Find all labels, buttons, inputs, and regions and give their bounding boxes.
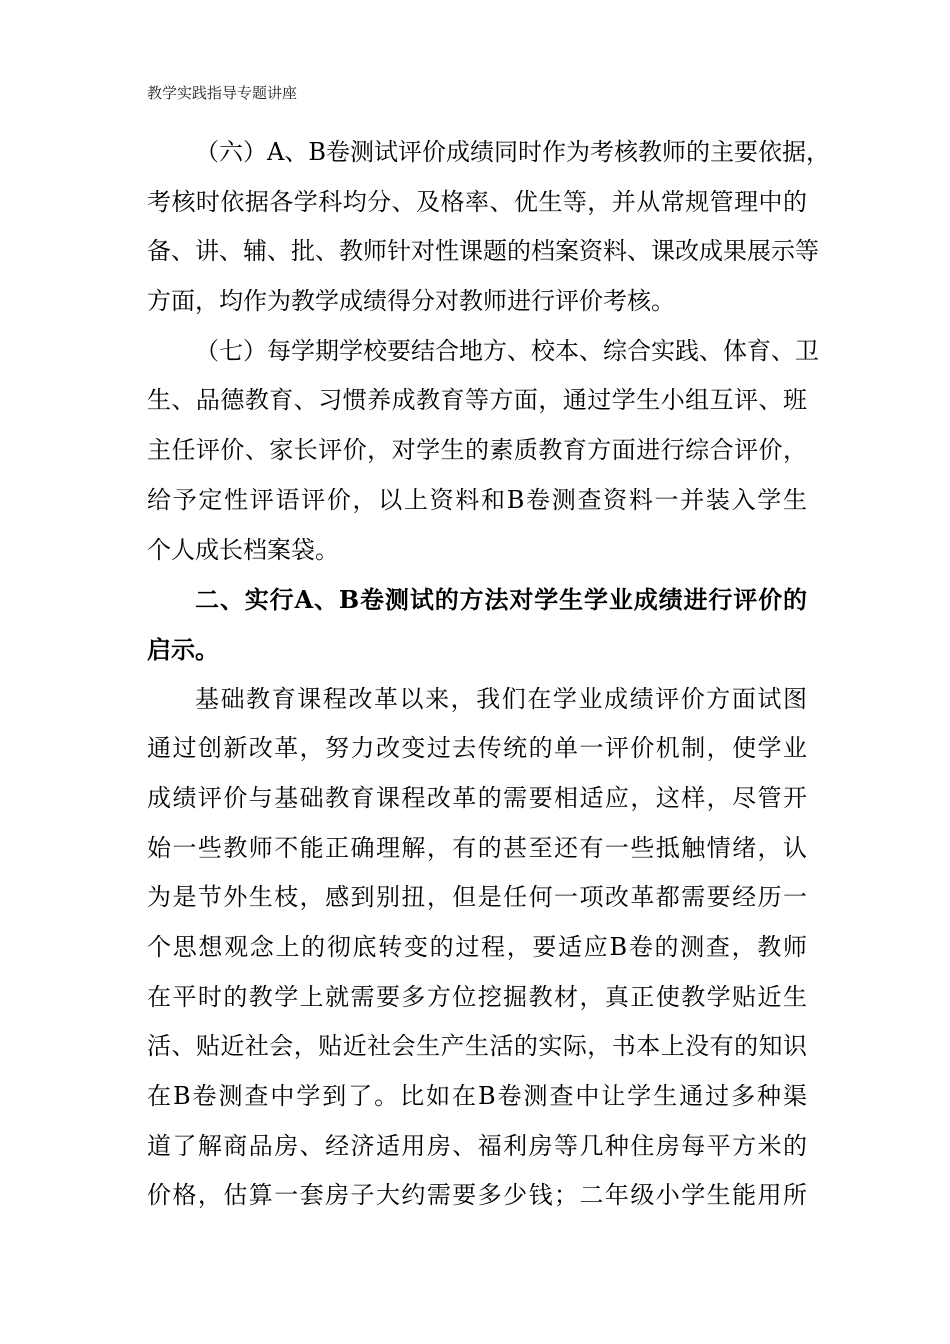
paragraph-line: 个思想观念上的彻底转变的过程，要适应B卷的测查，教师: [147, 933, 807, 961]
document-body: [147, 128, 830, 1221]
paragraph-line: 道了解商品房、经济适用房、福利房等几种住房每平方米的: [147, 1131, 807, 1160]
section-heading-line: 二、实行A、B卷测试的方法对学生学业成绩进行评价的: [195, 585, 807, 615]
paragraph-line: （七）每学期学校要结合地方、校本、综合实践、体育、卫: [195, 336, 819, 365]
paragraph-line: 备、讲、辅、批、教师针对性课题的档案资料、课改成果展示等: [147, 237, 819, 266]
paragraph-line: 生、品德教育、习惯养成教育等方面，通过学生小组互评、班: [147, 386, 807, 415]
paragraph-line: 考核时依据各学科均分、及格率、优生等，并从常规管理中的: [147, 187, 807, 216]
page-header: 教学实践指导专题讲座: [147, 84, 298, 102]
paragraph-line: 通过创新改革，努力改变过去传统的单一评价机制，使学业: [147, 734, 807, 763]
paragraph-line: 活、贴近社会，贴近社会生产生活的实际，书本上没有的知识: [147, 1032, 807, 1061]
paragraph-line: 价格，估算一套房子大约需要多少钱；二年级小学生能用所: [147, 1181, 807, 1210]
paragraph-line: 成绩评价与基础教育课程改革的需要相适应，这样，尽管开: [147, 783, 807, 812]
paragraph-line: 个人成长档案袋。: [147, 535, 339, 564]
paragraph-line: 主任评价、家长评价，对学生的素质教育方面进行综合评价，: [147, 436, 807, 465]
paragraph-line: 为是节外生枝，感到别扭，但是任何一项改革都需要经历一: [147, 883, 807, 912]
paragraph-line: （六）A、B卷测试评价成绩同时作为考核教师的主要依据，: [195, 138, 830, 166]
paragraph-line: 基础教育课程改革以来，我们在学业成绩评价方面试图: [195, 684, 807, 713]
paragraph-line: 在B卷测查中学到了。比如在B卷测查中让学生通过多种渠: [147, 1082, 807, 1111]
paragraph-line: 方面，均作为教学成绩得分对教师进行评价考核。: [147, 287, 675, 316]
paragraph-line: 给予定性评语评价，以上资料和B卷测查资料一并装入学生: [147, 485, 807, 514]
paragraph-line: 在平时的教学上就需要多方位挖掘教材，真正使教学贴近生: [147, 982, 807, 1011]
paragraph-line: 始一些教师不能正确理解，有的甚至还有一些抵触情绪，认: [147, 833, 807, 862]
section-heading-line: 启示。: [147, 634, 219, 664]
